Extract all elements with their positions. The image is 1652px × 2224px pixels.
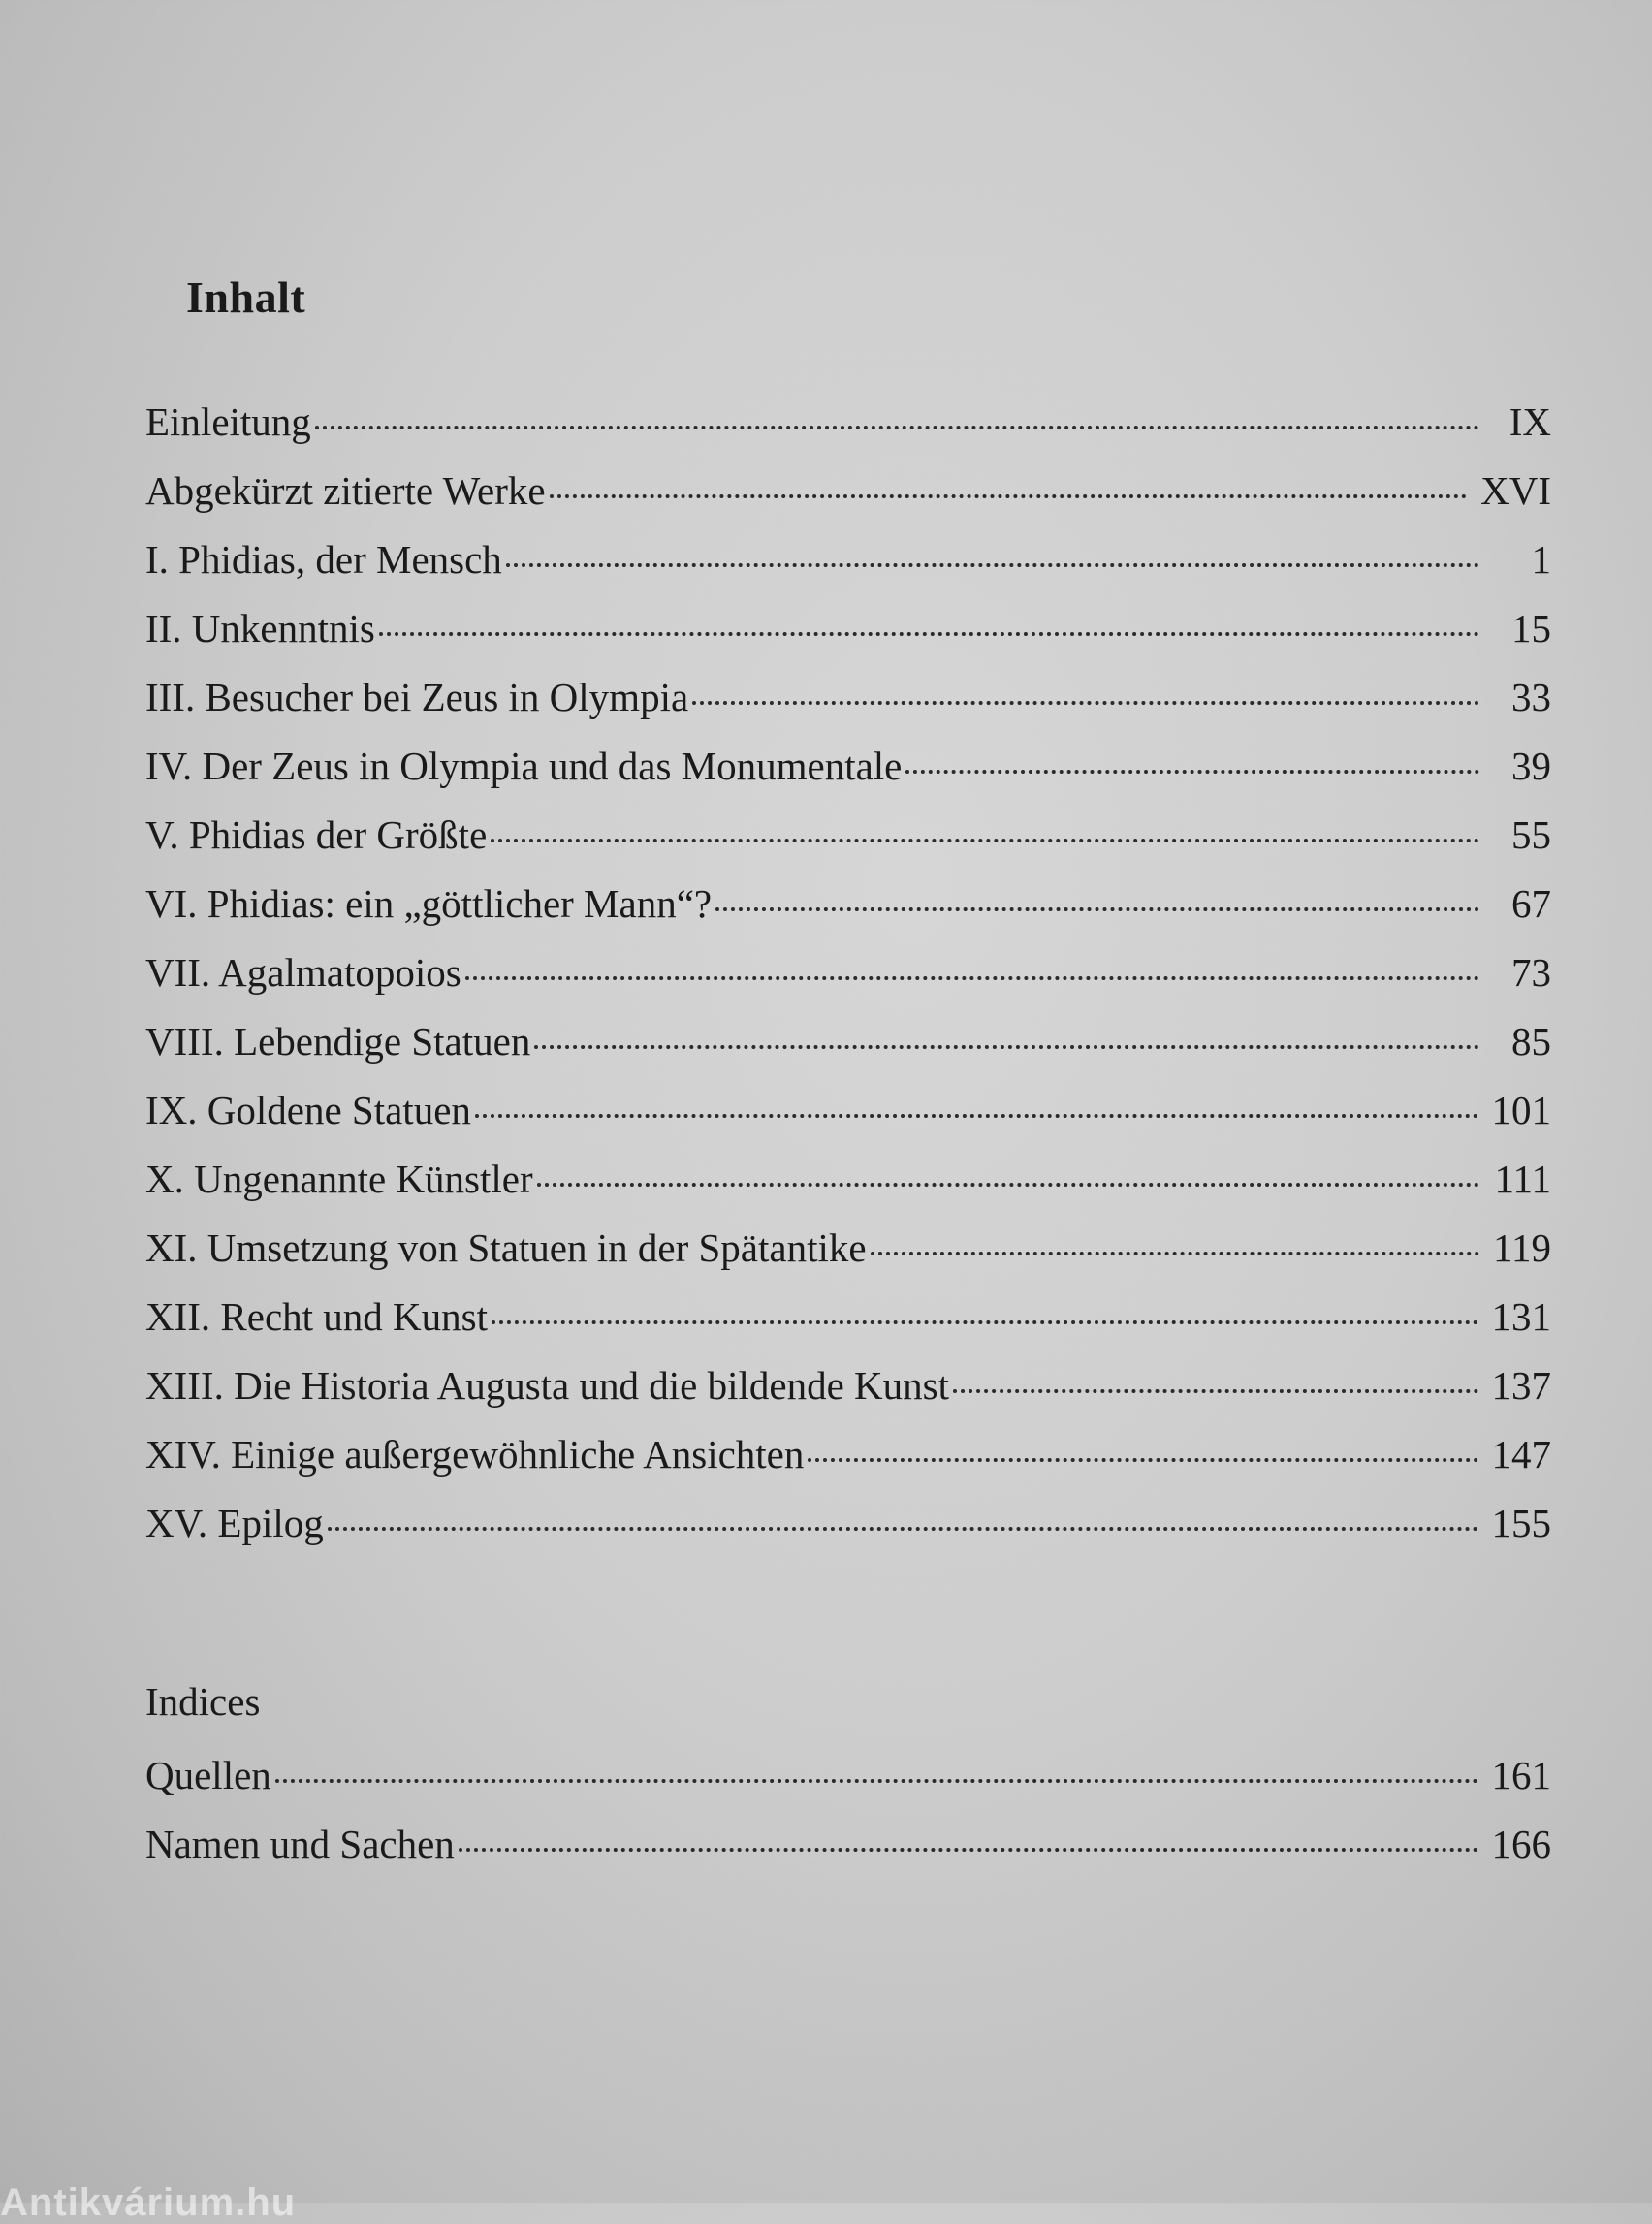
dot-leader — [492, 1320, 1477, 1324]
toc-entry-page-number: 155 — [1491, 1501, 1551, 1545]
indices-heading: Indices — [145, 1679, 261, 1724]
dot-leader — [465, 976, 1479, 980]
toc-entry — [145, 1741, 1551, 1810]
toc-entry-page-number: 137 — [1491, 1363, 1551, 1408]
toc-entry — [145, 1489, 1551, 1558]
toc-entry-label: VI. Phidias: ein „göttlicher Mann“? — [145, 881, 713, 926]
toc-entry-label: IV. Der Zeus in Olympia und das Monumentale — [145, 744, 903, 788]
toc-entry — [145, 801, 1551, 870]
toc-entry — [145, 1076, 1551, 1145]
toc-entry — [145, 1214, 1551, 1283]
toc-entry-label: XIV. Einige außergewöhnliche Ansichten — [145, 1432, 805, 1477]
toc-entry — [145, 1810, 1551, 1879]
toc-entry-label: Abgekürzt zitierte Werke — [145, 468, 546, 513]
dot-leader — [534, 1045, 1479, 1049]
toc-entry-label: II. Unkenntnis — [145, 606, 375, 651]
toc-entry-page-number: 39 — [1511, 744, 1551, 788]
toc-entry-label: XV. Epilog — [145, 1501, 324, 1545]
toc-entry — [145, 870, 1551, 938]
toc-entry-label: XIII. Die Historia Augusta und die bildende Kunst — [145, 1363, 949, 1408]
dot-leader — [315, 426, 1479, 429]
dot-leader — [379, 632, 1479, 636]
toc-entry — [145, 1283, 1551, 1351]
toc-entry — [145, 525, 1551, 594]
page-title: Inhalt — [186, 272, 306, 322]
dot-leader — [715, 907, 1479, 911]
toc-entry — [145, 1007, 1551, 1076]
toc-entry-page-number: 55 — [1511, 812, 1551, 857]
toc-entry-label: IX. Goldene Statuen — [145, 1088, 471, 1132]
toc-entry-page-number: 147 — [1491, 1432, 1551, 1477]
indices-section — [145, 1668, 1551, 1879]
dot-leader — [905, 770, 1479, 774]
dot-leader — [459, 1848, 1478, 1852]
toc-entry — [145, 457, 1551, 525]
toc-entry-label: V. Phidias der Größte — [145, 812, 488, 857]
table-of-contents — [145, 388, 1551, 1558]
toc-entry-page-number: 111 — [1494, 1157, 1551, 1201]
toc-entry-page-number: XVI — [1480, 468, 1551, 513]
toc-entry-label: III. Besucher bei Zeus in Olympia — [145, 675, 689, 719]
toc-entry-page-number: 119 — [1493, 1225, 1551, 1270]
toc-entry-page-number: 131 — [1491, 1294, 1551, 1339]
toc-entry-page-number: 101 — [1491, 1088, 1551, 1132]
dot-leader — [275, 1779, 1478, 1783]
indices-list — [145, 1741, 1551, 1879]
toc-entry — [145, 1145, 1551, 1214]
toc-entry-page-number: IX — [1509, 399, 1551, 444]
toc-entry — [145, 1420, 1551, 1489]
toc-entry-page-number: 1 — [1531, 537, 1551, 582]
toc-entry-label: Einleitung — [145, 399, 311, 444]
toc-entry-page-number: 33 — [1511, 675, 1551, 719]
toc-entry-page-number: 85 — [1511, 1019, 1551, 1064]
toc-entry-page-number: 161 — [1491, 1753, 1551, 1797]
watermark: Antikvárium.hu — [0, 2181, 297, 2224]
toc-entry — [145, 663, 1551, 732]
toc-entry-label: I. Phidias, der Mensch — [145, 537, 502, 582]
dot-leader — [692, 701, 1479, 705]
toc-entry — [145, 388, 1551, 457]
toc-entry-page-number: 15 — [1511, 606, 1551, 651]
toc-entry-label: XII. Recht und Kunst — [145, 1294, 489, 1339]
toc-entry-label: VII. Agalmatopoios — [145, 950, 461, 995]
toc-entry-page-number: 166 — [1491, 1822, 1551, 1866]
toc-entry — [145, 594, 1551, 663]
dot-leader — [491, 839, 1479, 842]
toc-entry-label: Quellen — [145, 1753, 271, 1797]
dot-leader — [871, 1252, 1479, 1255]
toc-entry-page-number: 73 — [1511, 950, 1551, 995]
dot-leader — [506, 563, 1479, 567]
dot-leader — [537, 1183, 1479, 1187]
toc-entry-label: VIII. Lebendige Statuen — [145, 1019, 531, 1064]
toc-entry-label: XI. Umsetzung von Statuen in der Spätantike — [145, 1225, 867, 1270]
dot-leader — [550, 494, 1468, 498]
dot-leader — [808, 1458, 1477, 1462]
toc-entry — [145, 1351, 1551, 1420]
toc-entry-page-number: 67 — [1511, 881, 1551, 926]
toc-entry-label: Namen und Sachen — [145, 1822, 455, 1866]
dot-leader — [475, 1114, 1478, 1118]
dot-leader — [328, 1527, 1478, 1531]
toc-entry-label: X. Ungenannte Künstler — [145, 1157, 533, 1201]
dot-leader — [953, 1389, 1478, 1393]
toc-entry — [145, 732, 1551, 801]
toc-entry — [145, 938, 1551, 1007]
